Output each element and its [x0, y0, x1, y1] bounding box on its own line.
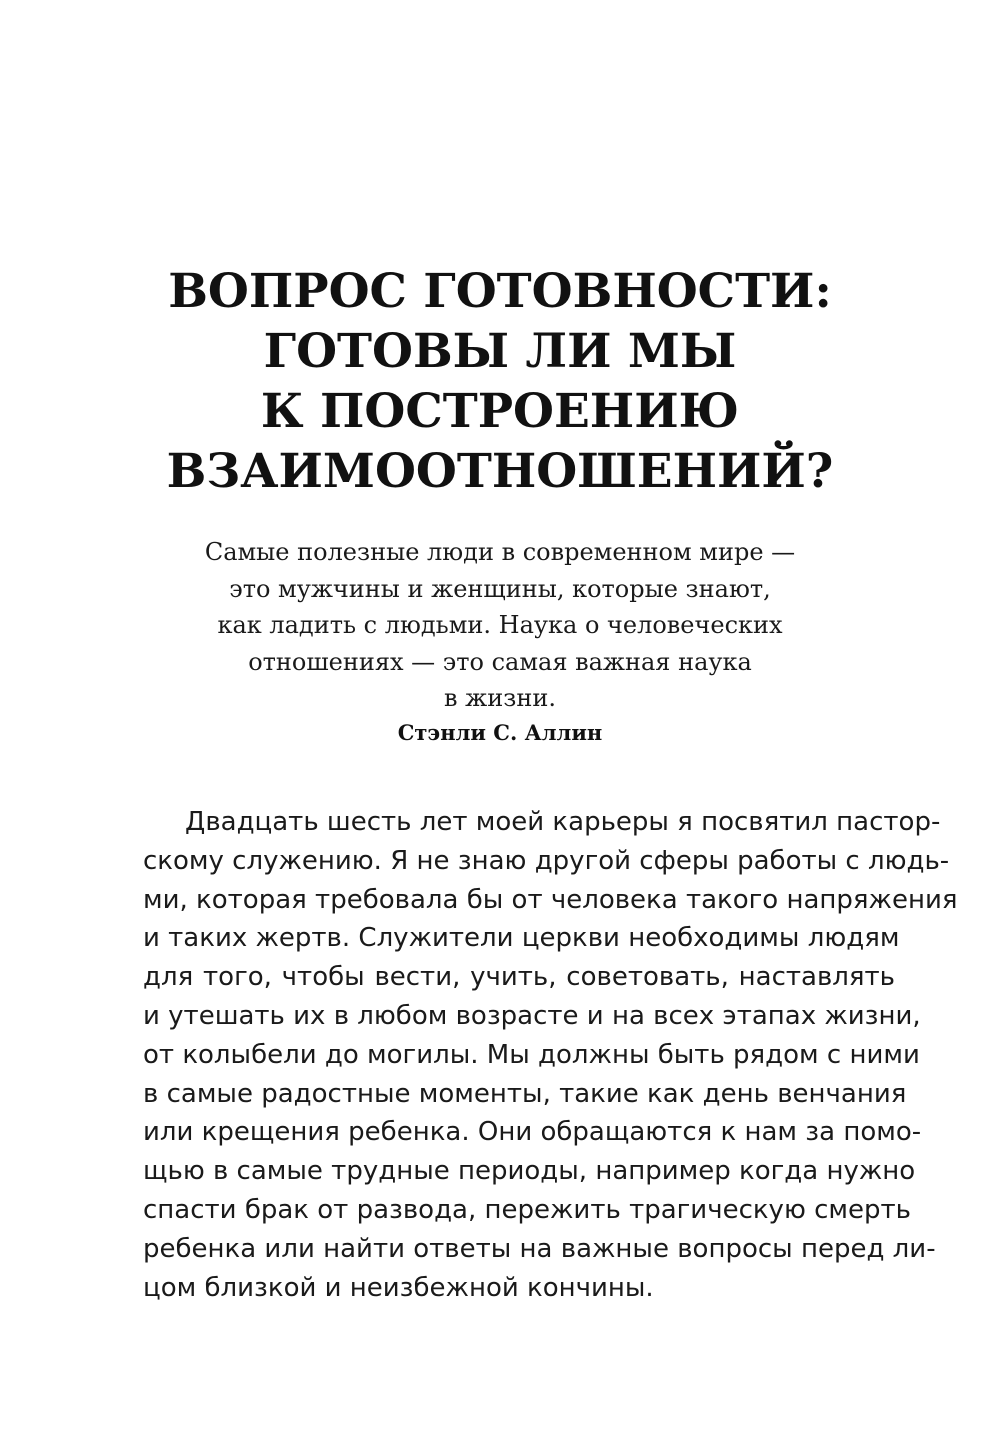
epigraph-line: как ладить с людьми. Наука о человеческих — [217, 611, 783, 639]
body-line: или крещения ребенка. Они обращаются к нам за помо- — [143, 1117, 922, 1148]
body-line: в самые радостные моменты, такие как день венчания — [143, 1078, 907, 1109]
chapter-title-line: ГОТОВЫ ЛИ МЫ — [263, 324, 737, 379]
body-line: от колыбели до могилы. Мы должны быть рядом с ними — [143, 1039, 920, 1070]
chapter-title-line: К ПОСТРОЕНИЮ — [260, 384, 740, 439]
body-line: щью в самые трудные периоды, например когда нужно — [143, 1156, 916, 1187]
body-line: Двадцать шесть лет моей карьеры я посвятил пастор- — [185, 807, 941, 837]
body-line: спасти брак от развода, пережить трагическую смерть — [143, 1194, 911, 1225]
epigraph-line: отношениях — это самая важная наука — [248, 647, 752, 676]
chapter-title-line: ВОПРОС ГОТОВНОСТИ: — [168, 264, 832, 319]
body-line: цом близкой и неизбежной кончины. — [143, 1272, 654, 1303]
body-line: для того, чтобы вести, учить, советовать, наставлять — [143, 962, 895, 993]
epigraph-line: это мужчины и женщины, которые знают, — [229, 574, 771, 603]
epigraph-line: Самые полезные люди в современном мире — — [204, 538, 796, 566]
epigraph-author: Стэнли С. Аллин — [397, 720, 603, 745]
chapter-title — [0, 262, 1000, 502]
body-line: и таких жертв. Служители церкви необходимы людям — [143, 923, 900, 954]
chapter-title-line: ВЗАИМООТНОШЕНИЙ? — [166, 444, 834, 499]
body-line: ребенка или найти ответы на важные вопросы перед ли- — [143, 1233, 936, 1264]
epigraph-quote — [0, 534, 1000, 717]
body-line: ми, которая требовала бы от человека такого напряжения — [143, 884, 958, 915]
epigraph-line: в жизни. — [444, 684, 556, 712]
body-paragraph — [143, 803, 958, 1307]
body-line: и утешать их в любом возрасте и на всех этапах жизни, — [143, 1000, 921, 1031]
body-line: скому служению. Я не знаю другой сферы работы с людь- — [143, 845, 950, 876]
